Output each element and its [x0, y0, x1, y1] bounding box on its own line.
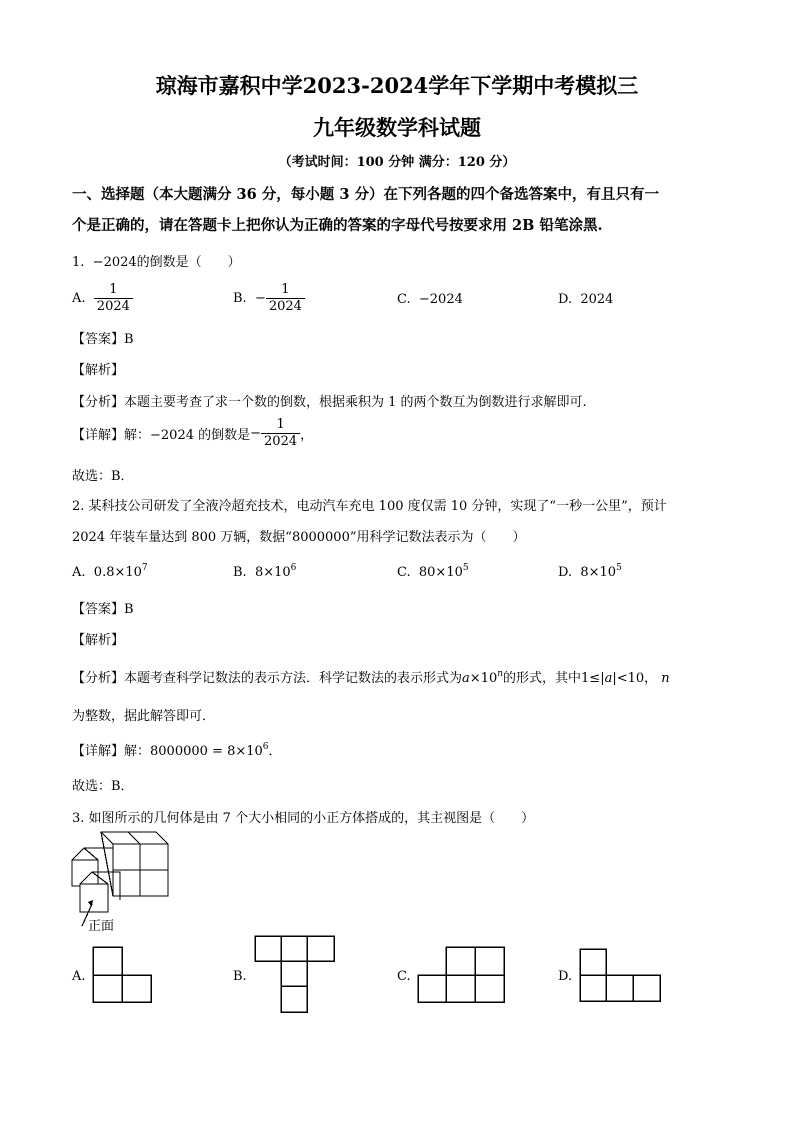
q3-option-d-figure [579, 948, 663, 1004]
fraction [94, 282, 133, 315]
option-base: 80×10 [418, 565, 463, 580]
q3-option-a-figure [92, 946, 154, 1004]
option-label: D. [558, 565, 573, 580]
option-label: D. [558, 292, 573, 307]
q1-detail [72, 417, 313, 450]
q1-choice: 故选：B． [72, 469, 134, 484]
exponent: 6 [262, 742, 269, 752]
q3-stem: 3. 如图所示的几何体是由 7 个大小相同的小正方体搭成的，其主视图是（ ） [72, 811, 535, 826]
exponent: 7 [141, 563, 148, 573]
option-label: B. [233, 291, 247, 306]
q1-jiexi: 【解析】 [72, 363, 125, 378]
var-n: n [497, 669, 504, 679]
denominator: 2024 [268, 299, 302, 314]
numerator: 1 [266, 282, 305, 299]
fraction [261, 417, 300, 450]
section-instructions-line1: 一、选择题（本大题满分 36 分，每小题 3 分）在下列各题的四个备选答案中，有且只有一 [72, 186, 659, 203]
q1-stem-text: 的倒数是（ ） [136, 255, 241, 270]
detail-end: ． [268, 744, 282, 759]
numerator: 1 [261, 417, 300, 434]
q1-option-c [397, 292, 463, 307]
q3-option-b-label: B. [233, 969, 247, 984]
fraction [266, 282, 305, 315]
minus-sign: − [254, 291, 266, 306]
analysis-text: 本题考查科学记数法的表示方法．科学记数法的表示形式为 [124, 671, 463, 686]
exam-title: 琼海市嘉积中学2023-2024学年下学期中考模拟三 [155, 73, 639, 98]
q3-option-b-figure [254, 935, 338, 1015]
q2-detail [72, 740, 282, 759]
times-ten: ×10 [469, 671, 498, 686]
numerator: 1 [94, 282, 133, 299]
var-a: a [462, 671, 470, 686]
analysis-lt: <10， [616, 671, 658, 686]
option-label: C. [397, 565, 411, 580]
q2-option-d [558, 563, 622, 580]
option-label: A. [72, 565, 86, 580]
front-label: 正面 [88, 919, 115, 934]
minus-sign: − [250, 426, 262, 441]
option-label: B. [233, 565, 247, 580]
analysis-tag: 【分析】 [72, 395, 125, 410]
detail-tag: 【详解】 [72, 428, 125, 443]
q1-analysis [72, 391, 587, 410]
exponent: 5 [616, 563, 622, 573]
q1-stem [72, 251, 241, 270]
cube-solid-figure [68, 830, 178, 934]
q1-option-a [72, 282, 133, 315]
q2-choice: 故选：B． [72, 779, 134, 794]
option-base: 8×10 [580, 565, 617, 580]
q1-option-b [233, 282, 305, 315]
q1-option-d [558, 292, 613, 307]
exponent: 6 [290, 563, 297, 573]
abs-a: |a| [600, 671, 617, 686]
q1-number: 1. [72, 255, 85, 270]
q2-option-b [233, 563, 296, 580]
option-label: C. [397, 292, 411, 307]
option-value: 2024 [580, 292, 614, 307]
q2-answer: 【答案】B [72, 602, 134, 617]
var-n: n [661, 671, 670, 686]
q1-answer: 【答案】B [72, 332, 134, 347]
analysis-tag: 【分析】 [72, 671, 125, 686]
q3-option-c-label: C. [397, 969, 411, 984]
q3-option-c-figure [417, 946, 507, 1004]
q1-stem-value: −2024 [92, 255, 137, 270]
detail-text: 解：−2024 的倒数是 [124, 428, 251, 443]
q2-stem-line2: 2024 年装车量达到 800 万辆，数据“8000000”用科学记数法表示为（ ） [72, 530, 526, 545]
exam-subtitle: 九年级数学科试题 [313, 115, 481, 140]
q3-option-d-label: D. [558, 969, 573, 984]
q2-analysis-line2: 为整数，据此解答即可． [72, 709, 216, 724]
option-label: A. [72, 291, 86, 306]
option-base: 0.8×10 [93, 565, 142, 580]
q2-option-c [397, 563, 469, 580]
option-base: 8×10 [254, 565, 291, 580]
detail-text: 解：8000000 = 8×10 [124, 744, 263, 759]
exponent: 5 [462, 563, 469, 573]
detail-tag: 【详解】 [72, 744, 125, 759]
exam-info: （考试时间：100 分钟 满分：120 分） [278, 155, 516, 170]
detail-end: ， [300, 428, 314, 443]
analysis-text: 本题主要考查了求一个数的倒数，根据乘积为 1 的两个数互为倒数进行求解即可. [124, 395, 587, 410]
denominator: 2024 [96, 299, 130, 314]
cube-lines [72, 832, 168, 912]
analysis-mid: 的形式，其中1≤ [503, 671, 601, 686]
denominator: 2024 [264, 434, 298, 449]
q2-stem-line1: 2. 某科技公司研发了全液冷超充技术，电动汽车充电 100 度仅需 10 分钟，实现了“一秒一公里”，预计 [72, 499, 667, 514]
option-value: −2024 [418, 292, 463, 307]
q2-jiexi: 【解析】 [72, 633, 125, 648]
q2-option-a [72, 563, 148, 580]
q2-analysis [72, 667, 670, 686]
section-instructions-line2: 个是正确的，请在答题卡上把你认为正确的答案的字母代号按要求用 2B 铅笔涂黑. [72, 217, 603, 234]
q3-option-a-label: A. [72, 969, 86, 984]
